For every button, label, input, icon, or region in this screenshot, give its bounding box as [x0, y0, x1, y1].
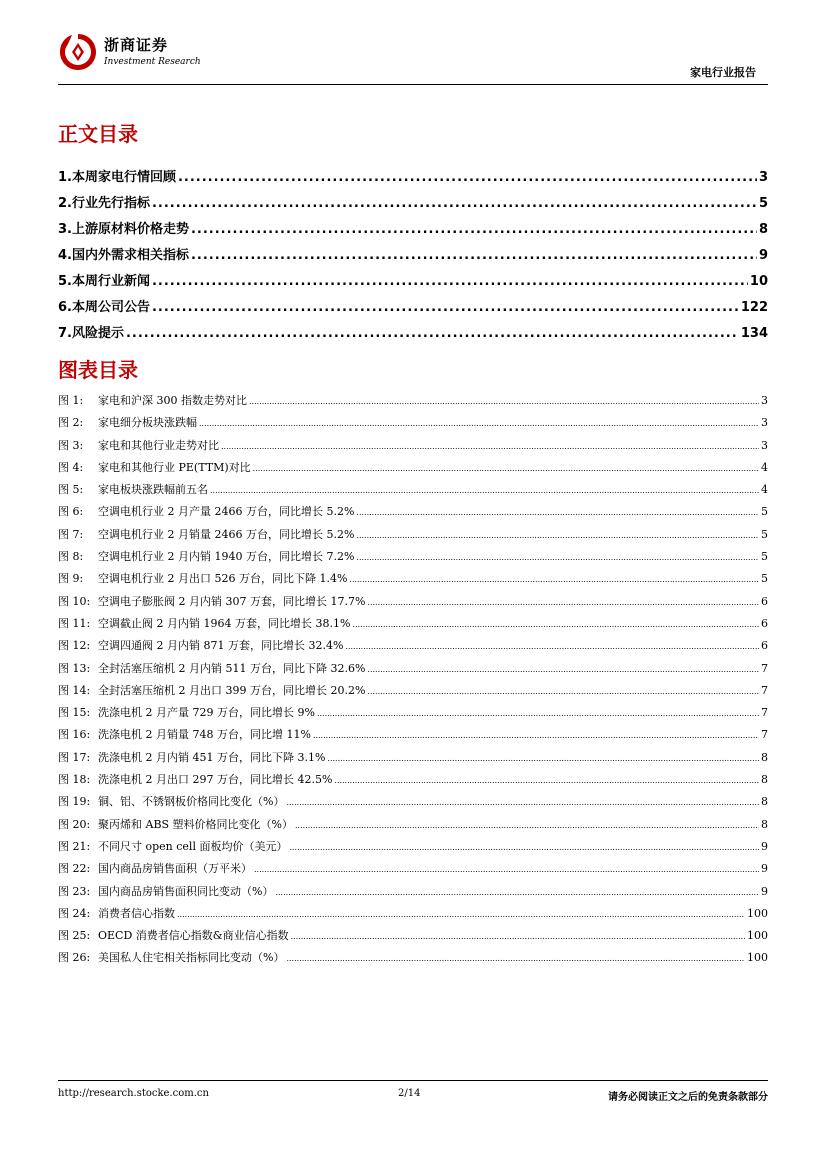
figure-item[interactable]	[58, 726, 768, 748]
toc-item[interactable]	[58, 192, 768, 218]
figure-item-title: 家电和其他行业走势对比	[98, 438, 219, 452]
figure-item-page: 9	[761, 884, 768, 898]
figure-item-number: 图 21:	[58, 839, 91, 853]
figure-item[interactable]	[58, 749, 768, 771]
figure-item-page: 8	[761, 795, 768, 809]
toc-item-title: 1.本周家电行情回顾	[58, 170, 176, 185]
figure-item-title: 空调电机行业 2 月出口 526 万台，同比下降 1.4%	[98, 572, 348, 586]
toc-item-page: 5	[758, 196, 768, 211]
header-divider	[58, 84, 768, 85]
figure-leader	[286, 798, 759, 807]
figure-item-title: 家电板块涨跌幅前五名	[98, 483, 208, 497]
toc-leader	[152, 196, 757, 211]
figure-item-number: 图 11:	[58, 616, 91, 630]
figure-item[interactable]	[58, 593, 768, 615]
figure-item-number: 图 13:	[58, 661, 91, 675]
footer-divider	[58, 1080, 768, 1081]
figure-item-title: 铜、铝、不锈钢板价格同比变化（%）	[98, 795, 285, 809]
figure-item-page: 9	[761, 839, 768, 853]
figure-item[interactable]	[58, 414, 768, 436]
figure-item-number: 图 14:	[58, 683, 91, 697]
figure-item-number: 图 17:	[58, 750, 91, 764]
figure-item-title: 空调截止阀 2 月内销 1964 万套，同比增长 38.1%	[98, 616, 351, 630]
figure-item-page: 9	[761, 862, 768, 876]
figure-item-number: 图 15:	[58, 706, 91, 720]
figure-leader	[345, 642, 759, 651]
figure-item[interactable]	[58, 793, 768, 815]
figure-item-number: 图 3:	[58, 438, 84, 452]
figure-item[interactable]	[58, 437, 768, 459]
figure-item-number: 图 19:	[58, 795, 91, 809]
figure-item-title: 洗涤电机 2 月销量 748 万台，同比增 11%	[98, 728, 311, 742]
toc-item-page: 10	[749, 274, 768, 289]
figure-item-number: 图 18:	[58, 773, 91, 787]
figure-item-number: 图 23:	[58, 884, 91, 898]
figure-item-title: 家电和沪深 300 指数走势对比	[98, 394, 247, 407]
toc-item[interactable]	[58, 322, 768, 348]
figure-item-page: 5	[761, 572, 768, 586]
figure-item-title: 不同尺寸 open cell 面板均价（美元）	[98, 839, 288, 853]
figure-item-page: 5	[761, 505, 768, 519]
figure-item-number: 图 22:	[58, 862, 91, 876]
figure-item-title: 消费者信心指数	[98, 906, 175, 920]
figure-item-page: 6	[761, 639, 768, 653]
footer-url[interactable]: http://research.stocke.com.cn	[58, 1088, 209, 1099]
figure-item-page: 5	[761, 527, 768, 541]
toc-item-title: 5.本周行业新闻	[58, 274, 150, 289]
figure-item[interactable]	[58, 392, 768, 414]
toc-item-page: 9	[758, 248, 768, 263]
figure-item-number: 图 12:	[58, 639, 91, 653]
brand-name: 浙商证券	[104, 36, 169, 54]
figure-item[interactable]	[58, 682, 768, 704]
figure-item-title: 家电细分板块涨跌幅	[98, 416, 197, 430]
figure-item-title: 国内商品房销售面积同比变动（%）	[98, 884, 274, 898]
figure-item-title: 全封活塞压缩机 2 月内销 511 万台，同比下降 32.6%	[98, 661, 366, 675]
figure-item[interactable]	[58, 615, 768, 637]
figure-leader	[317, 709, 759, 718]
toc-leader	[152, 300, 739, 315]
figure-item-number: 图 9:	[58, 572, 84, 586]
figure-leader	[367, 687, 759, 696]
figure-item-number: 图 4:	[58, 460, 84, 474]
figure-item[interactable]	[58, 771, 768, 793]
figure-item[interactable]	[58, 526, 768, 548]
toc-item[interactable]	[58, 270, 768, 296]
figure-leader	[367, 665, 759, 674]
figure-item-number: 图 26:	[58, 951, 91, 965]
toc-list	[58, 166, 768, 348]
figure-item[interactable]	[58, 816, 768, 838]
toc-leader	[191, 222, 757, 237]
figure-leader	[199, 419, 759, 428]
figure-leader	[291, 932, 745, 941]
figure-leader	[313, 731, 759, 740]
figure-item[interactable]	[58, 949, 768, 971]
zheshang-logo-icon	[58, 32, 98, 72]
figure-leader	[253, 464, 759, 473]
toc-leader	[191, 248, 757, 263]
figure-item-title: 空调电子膨胀阀 2 月内销 307 万套，同比增长 17.7%	[98, 594, 366, 608]
figure-leader	[349, 575, 759, 584]
figure-item-page: 4	[761, 460, 768, 474]
figure-item-title: 全封活塞压缩机 2 月出口 399 万台，同比增长 20.2%	[98, 683, 366, 697]
figure-list-title: 图表目录	[58, 358, 138, 382]
figure-leader	[249, 397, 759, 406]
figure-leader	[352, 620, 759, 629]
toc-item-title: 2.行业先行指标	[58, 196, 150, 211]
figure-item-page: 8	[761, 750, 768, 764]
toc-leader	[126, 326, 739, 341]
toc-leader	[152, 274, 748, 289]
footer-disclaimer: 请务必阅读正文之后的免责条款部分	[608, 1092, 768, 1103]
toc-item-page: 8	[758, 222, 768, 237]
toc-item-title: 4.国内外需求相关指标	[58, 248, 189, 263]
figure-item[interactable]	[58, 860, 768, 882]
figure-item-page: 7	[761, 683, 768, 697]
figure-leader	[356, 531, 759, 540]
figure-leader	[221, 442, 759, 451]
figure-item-page: 100	[747, 951, 768, 965]
figure-item[interactable]	[58, 905, 768, 927]
figure-item-number: 图 1:	[58, 394, 84, 407]
figure-item-number: 图 8:	[58, 550, 84, 564]
figure-item-number: 图 7:	[58, 527, 84, 541]
figure-item-title: 空调电机行业 2 月产量 2466 万台，同比增长 5.2%	[98, 505, 355, 519]
figure-leader	[289, 843, 759, 852]
figure-item-title: OECD 消费者信心指数&商业信心指数	[98, 929, 289, 943]
figure-item-number: 图 20:	[58, 817, 91, 831]
figure-item-title: 国内商品房销售面积（万平米）	[98, 862, 252, 876]
figure-item[interactable]	[58, 838, 768, 860]
figure-item-page: 6	[761, 594, 768, 608]
figure-leader	[356, 553, 759, 562]
figure-item-page: 5	[761, 550, 768, 564]
figure-item-title: 聚丙烯和 ABS 塑料价格同比变化（%）	[98, 817, 294, 831]
toc-item-page: 134	[740, 326, 768, 341]
figure-item[interactable]	[58, 704, 768, 726]
figure-leader	[327, 754, 759, 763]
figure-leader	[334, 776, 759, 785]
figure-item-number: 图 16:	[58, 728, 91, 742]
figure-item-page: 3	[761, 394, 768, 407]
figure-item-page: 4	[761, 483, 768, 497]
figure-item-page: 8	[761, 817, 768, 831]
figure-leader	[367, 598, 759, 607]
figure-item-title: 空调电机行业 2 月内销 1940 万台，同比增长 7.2%	[98, 550, 355, 564]
figure-item-page: 3	[761, 416, 768, 430]
figure-leader	[254, 865, 759, 874]
figure-list	[58, 392, 768, 972]
figure-item-page: 3	[761, 438, 768, 452]
figure-leader	[286, 954, 745, 963]
figure-item-page: 7	[761, 728, 768, 742]
figure-leader	[275, 888, 759, 897]
figure-item[interactable]	[58, 660, 768, 682]
toc-item-title: 6.本周公司公告	[58, 300, 150, 315]
page-number: 2/14	[398, 1088, 421, 1099]
figure-leader	[210, 486, 759, 495]
figure-item-title: 家电和其他行业 PE(TTM)对比	[98, 460, 251, 474]
figure-item-title: 洗涤电机 2 月出口 297 万台，同比增长 42.5%	[98, 773, 333, 787]
figure-item-page: 7	[761, 706, 768, 720]
figure-item[interactable]	[58, 637, 768, 659]
figure-item-number: 图 6:	[58, 505, 84, 519]
page-header	[58, 28, 768, 86]
figure-item-number: 图 5:	[58, 483, 84, 497]
figure-item-number: 图 10:	[58, 594, 91, 608]
figure-item-page: 6	[761, 616, 768, 630]
toc-item-page: 122	[740, 300, 768, 315]
figure-item-title: 空调电机行业 2 月销量 2466 万台，同比增长 5.2%	[98, 527, 355, 541]
toc-leader	[178, 170, 757, 185]
figure-leader	[177, 910, 745, 919]
toc-item[interactable]	[58, 218, 768, 244]
figure-leader	[295, 821, 759, 830]
toc-item-page: 3	[758, 170, 768, 185]
brand-subtitle: Investment Research	[104, 57, 201, 67]
figure-item-page: 8	[761, 773, 768, 787]
report-type: 家电行业报告	[690, 66, 756, 79]
figure-item-page: 100	[747, 929, 768, 943]
figure-item[interactable]	[58, 503, 768, 525]
figure-item[interactable]	[58, 883, 768, 905]
figure-item-number: 图 2:	[58, 416, 84, 430]
figure-item[interactable]	[58, 927, 768, 949]
toc-item[interactable]	[58, 296, 768, 322]
figure-item[interactable]	[58, 459, 768, 481]
figure-item-number: 图 25:	[58, 929, 91, 943]
figure-item[interactable]	[58, 481, 768, 503]
toc-item-title: 7.风险提示	[58, 326, 124, 341]
figure-item-title: 空调四通阀 2 月内销 871 万套，同比增长 32.4%	[98, 639, 344, 653]
figure-item-title: 洗涤电机 2 月内销 451 万台，同比下降 3.1%	[98, 750, 326, 764]
figure-item-title: 美国私人住宅相关指标同比变动（%）	[98, 951, 285, 965]
toc-title: 正文目录	[58, 122, 138, 146]
figure-item-page: 100	[747, 906, 768, 920]
toc-item[interactable]	[58, 244, 768, 270]
figure-item-title: 洗涤电机 2 月产量 729 万台，同比增长 9%	[98, 706, 315, 720]
toc-item-title: 3.上游原材料价格走势	[58, 222, 189, 237]
figure-leader	[356, 508, 759, 517]
figure-item[interactable]	[58, 570, 768, 592]
figure-item[interactable]	[58, 548, 768, 570]
figure-item-number: 图 24:	[58, 906, 91, 920]
toc-item[interactable]	[58, 166, 768, 192]
figure-item-page: 7	[761, 661, 768, 675]
